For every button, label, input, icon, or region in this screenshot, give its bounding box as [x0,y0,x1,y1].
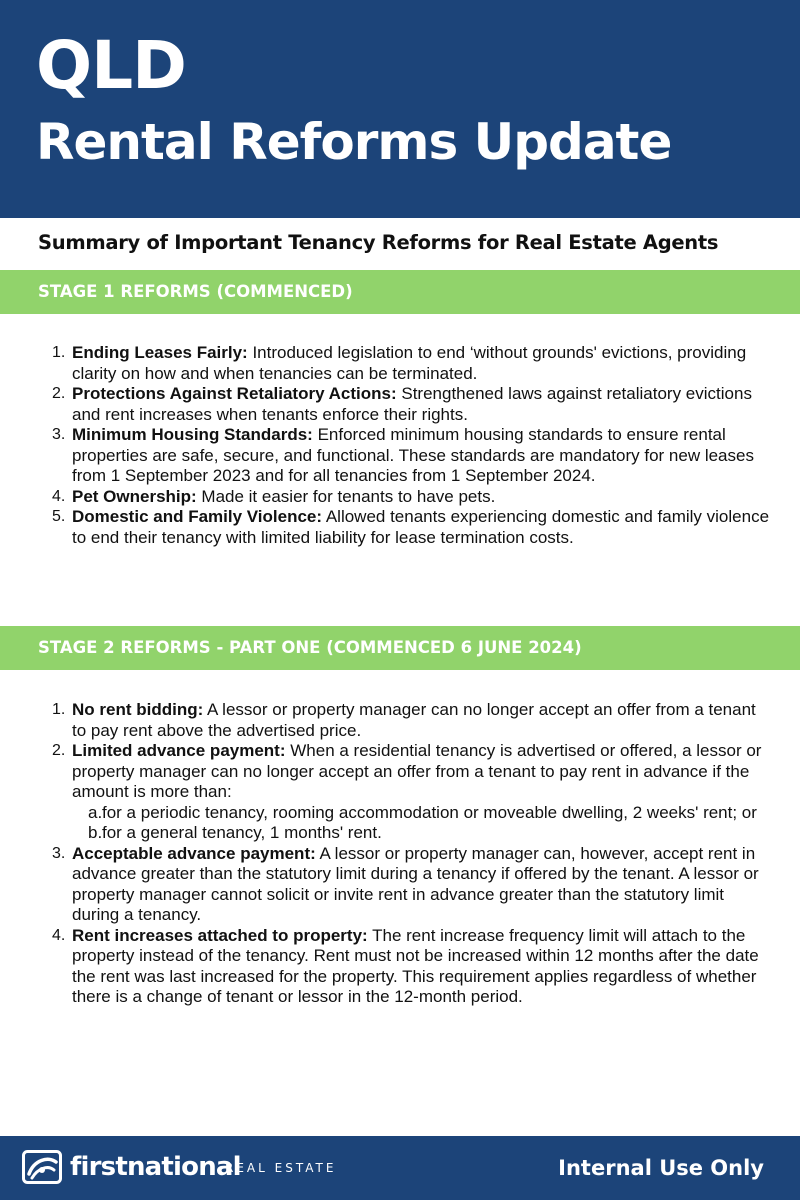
item-title: Pet Ownership: [72,486,197,506]
item-title: Domestic and Family Violence: [72,507,323,526]
stage1-heading-band [0,270,800,314]
item-text: A lessor or property manager can, however, accept rent in advance greater than the statutory limit during a tenancy if offered by the tenant. A lessor or property manager cannot solicit or invite rent in advance greater than the statutory limit during a tenancy. [72,843,759,924]
logo-subtext: REAL ESTATE [225,1161,337,1175]
sub-list-item [72,803,770,824]
item-title: Acceptable advance payment: [72,843,316,863]
item-number: 2. [52,742,66,759]
sub-list [72,803,770,844]
logo-wordmark: firstnational [70,1152,241,1182]
page-title: Rental Reforms Update [36,113,672,171]
item-number: 4. [52,487,66,505]
item-text: Strengthened laws against retaliatory evictions and rent increases when tenants enforce their rights. [72,384,752,424]
list-item [0,844,770,926]
stage2-heading: STAGE 2 REFORMS - PART ONE (COMMENCED 6 JUNE 2024) [38,638,582,657]
list-item [0,343,770,384]
header-banner [0,0,800,218]
stage1-heading: STAGE 1 REFORMS (COMMENCED) [38,282,353,301]
list-item [0,741,770,844]
item-number: 4. [52,926,66,944]
item-number: 1. [52,344,66,361]
item-number: 1. [52,701,66,718]
page-subtitle: Summary of Important Tenancy Reforms for Real Estate Agents [38,231,719,254]
sub-item-text: for a periodic tenancy, rooming accommodation or moveable dwelling, 2 weeks' rent; or [102,802,757,822]
internal-use-notice: Internal Use Only [558,1156,764,1180]
item-text: The rent increase frequency limit will attach to the property instead of the tenancy. Rent must not be increased within 12 months after the date the rent was last increased for the property. This requirement applies regardless of whether there is a change of tenant or lessor in the 12-month period. [72,925,759,1006]
sub-list-item [72,823,770,844]
item-title: Minimum Housing Standards: [72,425,313,444]
footer-banner [0,1136,800,1200]
stage2-list [0,700,770,1008]
item-title: No rent bidding: [72,700,204,719]
item-title: Protections Against Retaliatory Actions: [72,384,397,403]
sub-item-letter: b. [88,823,103,842]
list-item [0,700,770,741]
list-item [0,487,770,508]
list-item [0,926,770,1008]
first-national-logo-icon [22,1150,62,1184]
list-item [0,384,770,425]
item-text: Allowed tenants experiencing domestic and family violence to end their tenancy with limited liability for lease termination costs. [72,507,770,547]
item-number: 2. [52,385,66,402]
stage1-list [0,343,770,548]
item-number: 5. [52,508,66,525]
item-title: Limited advance payment: [72,741,286,760]
item-text: Introduced legislation to end ‘without grounds' evictions, providing clarity on how and when tenancies can be terminated. [72,343,747,383]
stage2-heading-band [0,626,800,670]
list-item [0,507,770,548]
list-item [0,425,770,487]
item-text: A lessor or property manager can no longer accept an offer from a tenant to pay rent above the advertised price. [72,700,756,740]
item-text: When a residential tenancy is advertised or offered, a lessor or property manager can no longer accept an offer from a tenant to pay rent in advance if the amount is more than: [72,741,762,801]
page-title-state: QLD [36,27,186,104]
sub-item-text: for a general tenancy, 1 months' rent. [102,823,382,842]
item-text: Made it easier for tenants to have pets. [196,486,496,506]
item-title: Ending Leases Fairly: [72,343,248,362]
item-number: 3. [52,844,66,862]
sub-item-letter: a. [88,802,103,822]
item-number: 3. [52,426,66,443]
item-title: Rent increases attached to property: [72,925,368,945]
item-text: Enforced minimum housing standards to ensure rental properties are safe, secure, and functional. These standards are mandatory for new leases from 1 September 2023 and for all tenancies from 1 September 2024. [72,425,754,485]
